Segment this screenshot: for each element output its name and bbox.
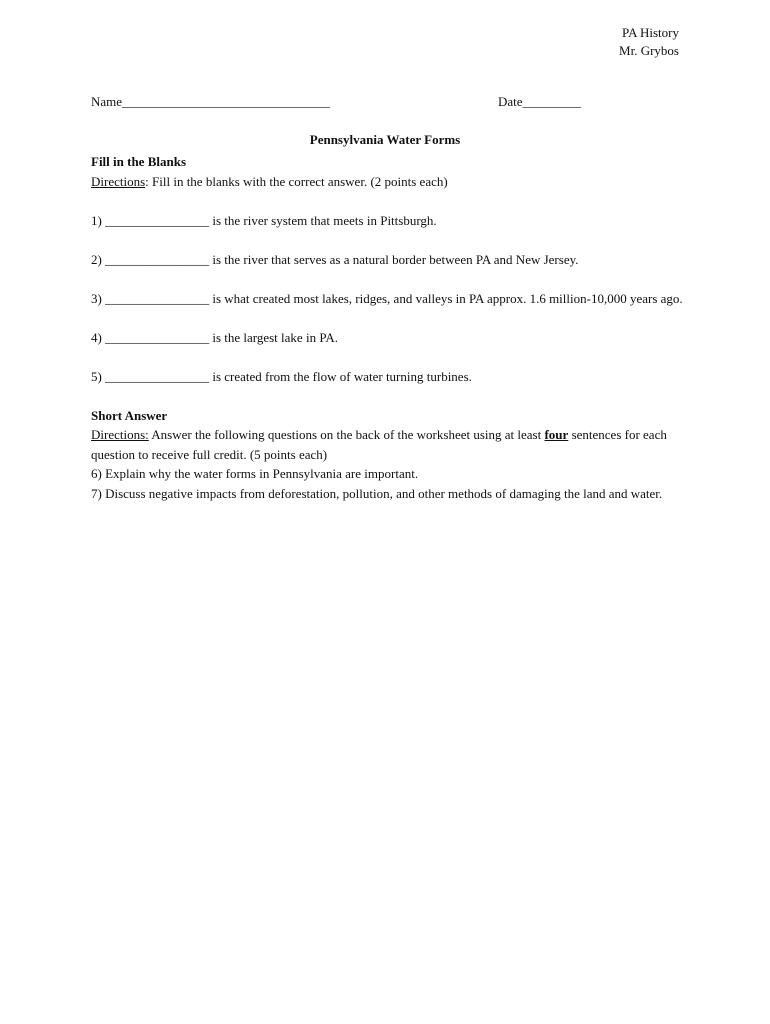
question-1: 1) ________________ is the river system that meets in Pittsburgh.	[91, 212, 437, 228]
short-answer-directions-text-after: sentences for each question to receive full credit. (5 points each)	[91, 427, 667, 462]
question-5: 5) ________________ is created from the flow of water turning turbines.	[91, 368, 472, 384]
question-6: 6) Explain why the water forms in Pennsylvania are important.	[91, 466, 419, 481]
fill-in-directions-text: : Fill in the blanks with the correct answer. (2 points each)	[145, 173, 448, 189]
page-title: Pennsylvania Water Forms	[309, 132, 461, 147]
name-field[interactable]: Name________________________________	[91, 94, 331, 109]
question-4: 4) ________________ is the largest lake in PA.	[91, 329, 338, 345]
worksheet-body	[91, 152, 683, 503]
short-answer-directions-text-before: Answer the following questions on the back of the worksheet using at least	[148, 427, 545, 442]
short-answer-heading: Short Answer	[91, 407, 168, 423]
short-answer-directions	[91, 425, 683, 464]
short-answer-directions-label: Directions:	[91, 427, 149, 442]
short-answer-emphasis: four	[544, 427, 569, 442]
teacher-name: Mr. Grybos	[619, 43, 679, 58]
question-7: 7) Discuss negative impacts from deforestation, pollution, and other methods of damaging the land and water.	[91, 485, 663, 501]
date-field[interactable]: Date_________	[498, 94, 582, 109]
course-name: PA History	[622, 25, 679, 40]
header-info	[619, 24, 679, 60]
question-3: 3) ________________ is what created most lakes, ridges, and valleys in PA approx. 1.6 million-10,000 years ago.	[91, 290, 683, 306]
question-2: 2) ________________ is the river that serves as a natural border between PA and New Jersey.	[91, 251, 579, 267]
fill-in-heading: Fill in the Blanks	[91, 154, 186, 169]
fill-in-directions-label: Directions	[91, 173, 146, 189]
fill-in-directions	[91, 172, 683, 192]
